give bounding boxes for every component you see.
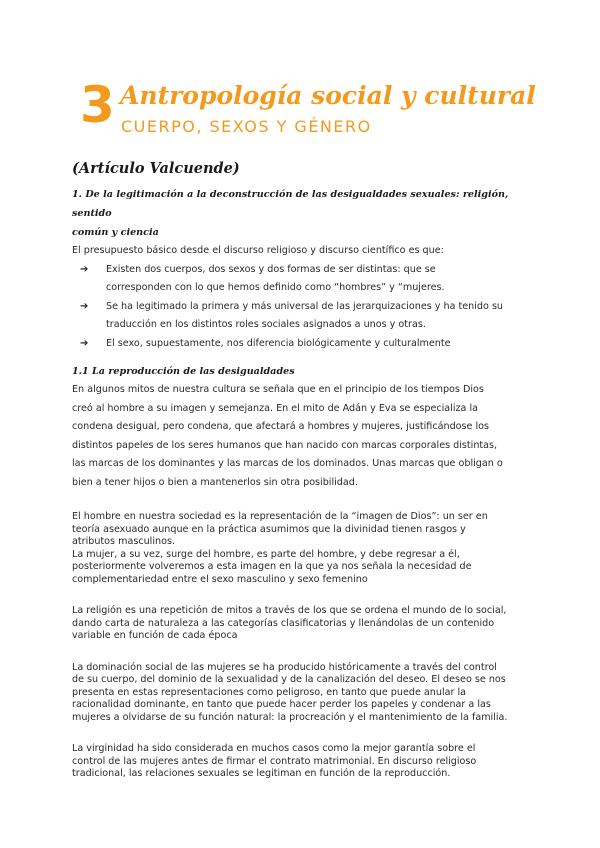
chapter-number: 3 [80, 76, 115, 134]
list-item-line: Existen dos cuerpos, dos sexos y dos formas de ser distintas: que se [106, 263, 436, 275]
paragraph-line: tradicional, las relaciones sexuales se legitiman en función de la reproducción. [72, 768, 451, 779]
paragraph-line: control de las mujeres antes de firmar el contrato matrimonial. En discurso religioso [72, 755, 477, 767]
document-body [72, 160, 534, 781]
list-item-line: Se ha legitimado la primera y más universal de las jerarquizaciones y ha tenido su [106, 300, 504, 312]
paragraph-line: dando carta de naturaleza a las categorías clasificatorias y llenándolas de un contenido [72, 617, 495, 629]
paragraph-line: de su cuerpo, del dominio de la sexualidad y de la canalización del deseo. El deseo se nos [72, 674, 506, 685]
paragraph-line: bien a tener hijos o bien a mantenerlos sin otra posibilidad. [72, 476, 358, 488]
paragraph [72, 605, 534, 643]
paragraph-line: creó al hombre a su imagen y semejanza. En el mito de Adán y Eva se especializa la [72, 402, 479, 414]
list-item [80, 298, 534, 335]
section-heading-cont: común y ciencia [72, 227, 159, 238]
paragraph-line: presenta en estas representaciones como peligroso, en tanto que puede anular la [72, 686, 467, 698]
section-1 [72, 185, 534, 353]
paragraph [72, 511, 534, 586]
chapter-subtitle: CUERPO, SEXOS Y GÉNERO [121, 117, 372, 136]
paragraph-line: En algunos mitos de nuestra cultura se señala que en el principio de los tiempos Dios [72, 384, 484, 395]
paragraph-line: distintos papeles de los seres humanos que han nacido con marcas corporales distintas, [72, 439, 498, 451]
paragraph-line: La dominación social de las mujeres se ha producido históricamente a través del control [72, 661, 497, 673]
section-intro: El presupuesto básico desde el discurso religioso y discurso científico es que: [72, 245, 444, 256]
paragraph-line: atributos masculinos. [72, 536, 176, 547]
paragraph-line: las marcas de los dominantes y las marcas de los dominados. Unas marcas que obligan o [72, 458, 503, 469]
list-item-line: El sexo, supuestamente, nos diferencia biológicamente y culturalmente [106, 337, 451, 349]
paragraph-line: La mujer, a su vez, surge del hombre, es parte del hombre, y debe regresar a él, [72, 548, 460, 560]
paragraph-line: La religión es una repetición de mitos a través de los que se ordena el mundo de lo social, [72, 605, 507, 616]
paragraph-line: variable en función de cada época [72, 630, 238, 641]
list-item [80, 335, 534, 354]
arrow-bullet-icon: ➔ [80, 263, 89, 275]
list-item-line: traducción en los distintos roles sociales asignados a unos y otras. [106, 319, 426, 330]
paragraph-line: condena desigual, pero condena, que afectará a hombres y mujeres, justificándose los [72, 421, 490, 432]
paragraph [72, 743, 534, 781]
arrow-bullet-icon: ➔ [80, 337, 89, 349]
subsection-heading: 1.1 La reproducción de las desigualdades [72, 366, 295, 377]
list-item [80, 261, 534, 298]
list-item-line: corresponden con lo que hemos definido como “hombres” y “mujeres. [106, 282, 445, 293]
arrow-bullet-icon: ➔ [80, 300, 89, 312]
paragraph-line: posteriormente volveremos a esta imagen en la que ya nos señala la necesidad de [72, 561, 472, 572]
bullet-list [72, 261, 534, 354]
section-1-1 [72, 362, 534, 781]
paragraph-line: racionalidad dominante, en tanto que puede hacer perder los papeles y condenar a las [72, 699, 491, 710]
paragraph [72, 662, 534, 725]
paragraph-line: La virginidad ha sido considerada en muchos casos como la mejor garantía sobre el [72, 743, 476, 754]
article-title: (Artículo Valcuende) [72, 160, 240, 177]
section-heading: 1. De la legitimación a la deconstrucción de las desigualdades sexuales: religión, sentido [72, 189, 509, 219]
paragraph-line: teoría asexuado aunque en la práctica asumimos que la divinidad tienen rasgos y [72, 523, 466, 535]
paragraph-line: complementariedad entre el sexo masculino y sexo femenino [72, 573, 368, 585]
chapter-title: Antropología social y cultural [120, 81, 536, 110]
paragraph-line: mujeres a olvidarse de su función natural: la procreación y el mantenimiento de la familia. [72, 711, 508, 723]
paragraph [72, 381, 534, 492]
paragraph-line: El hombre en nuestra sociedad es la representación de la “imagen de Dios”: un ser en [72, 511, 488, 522]
